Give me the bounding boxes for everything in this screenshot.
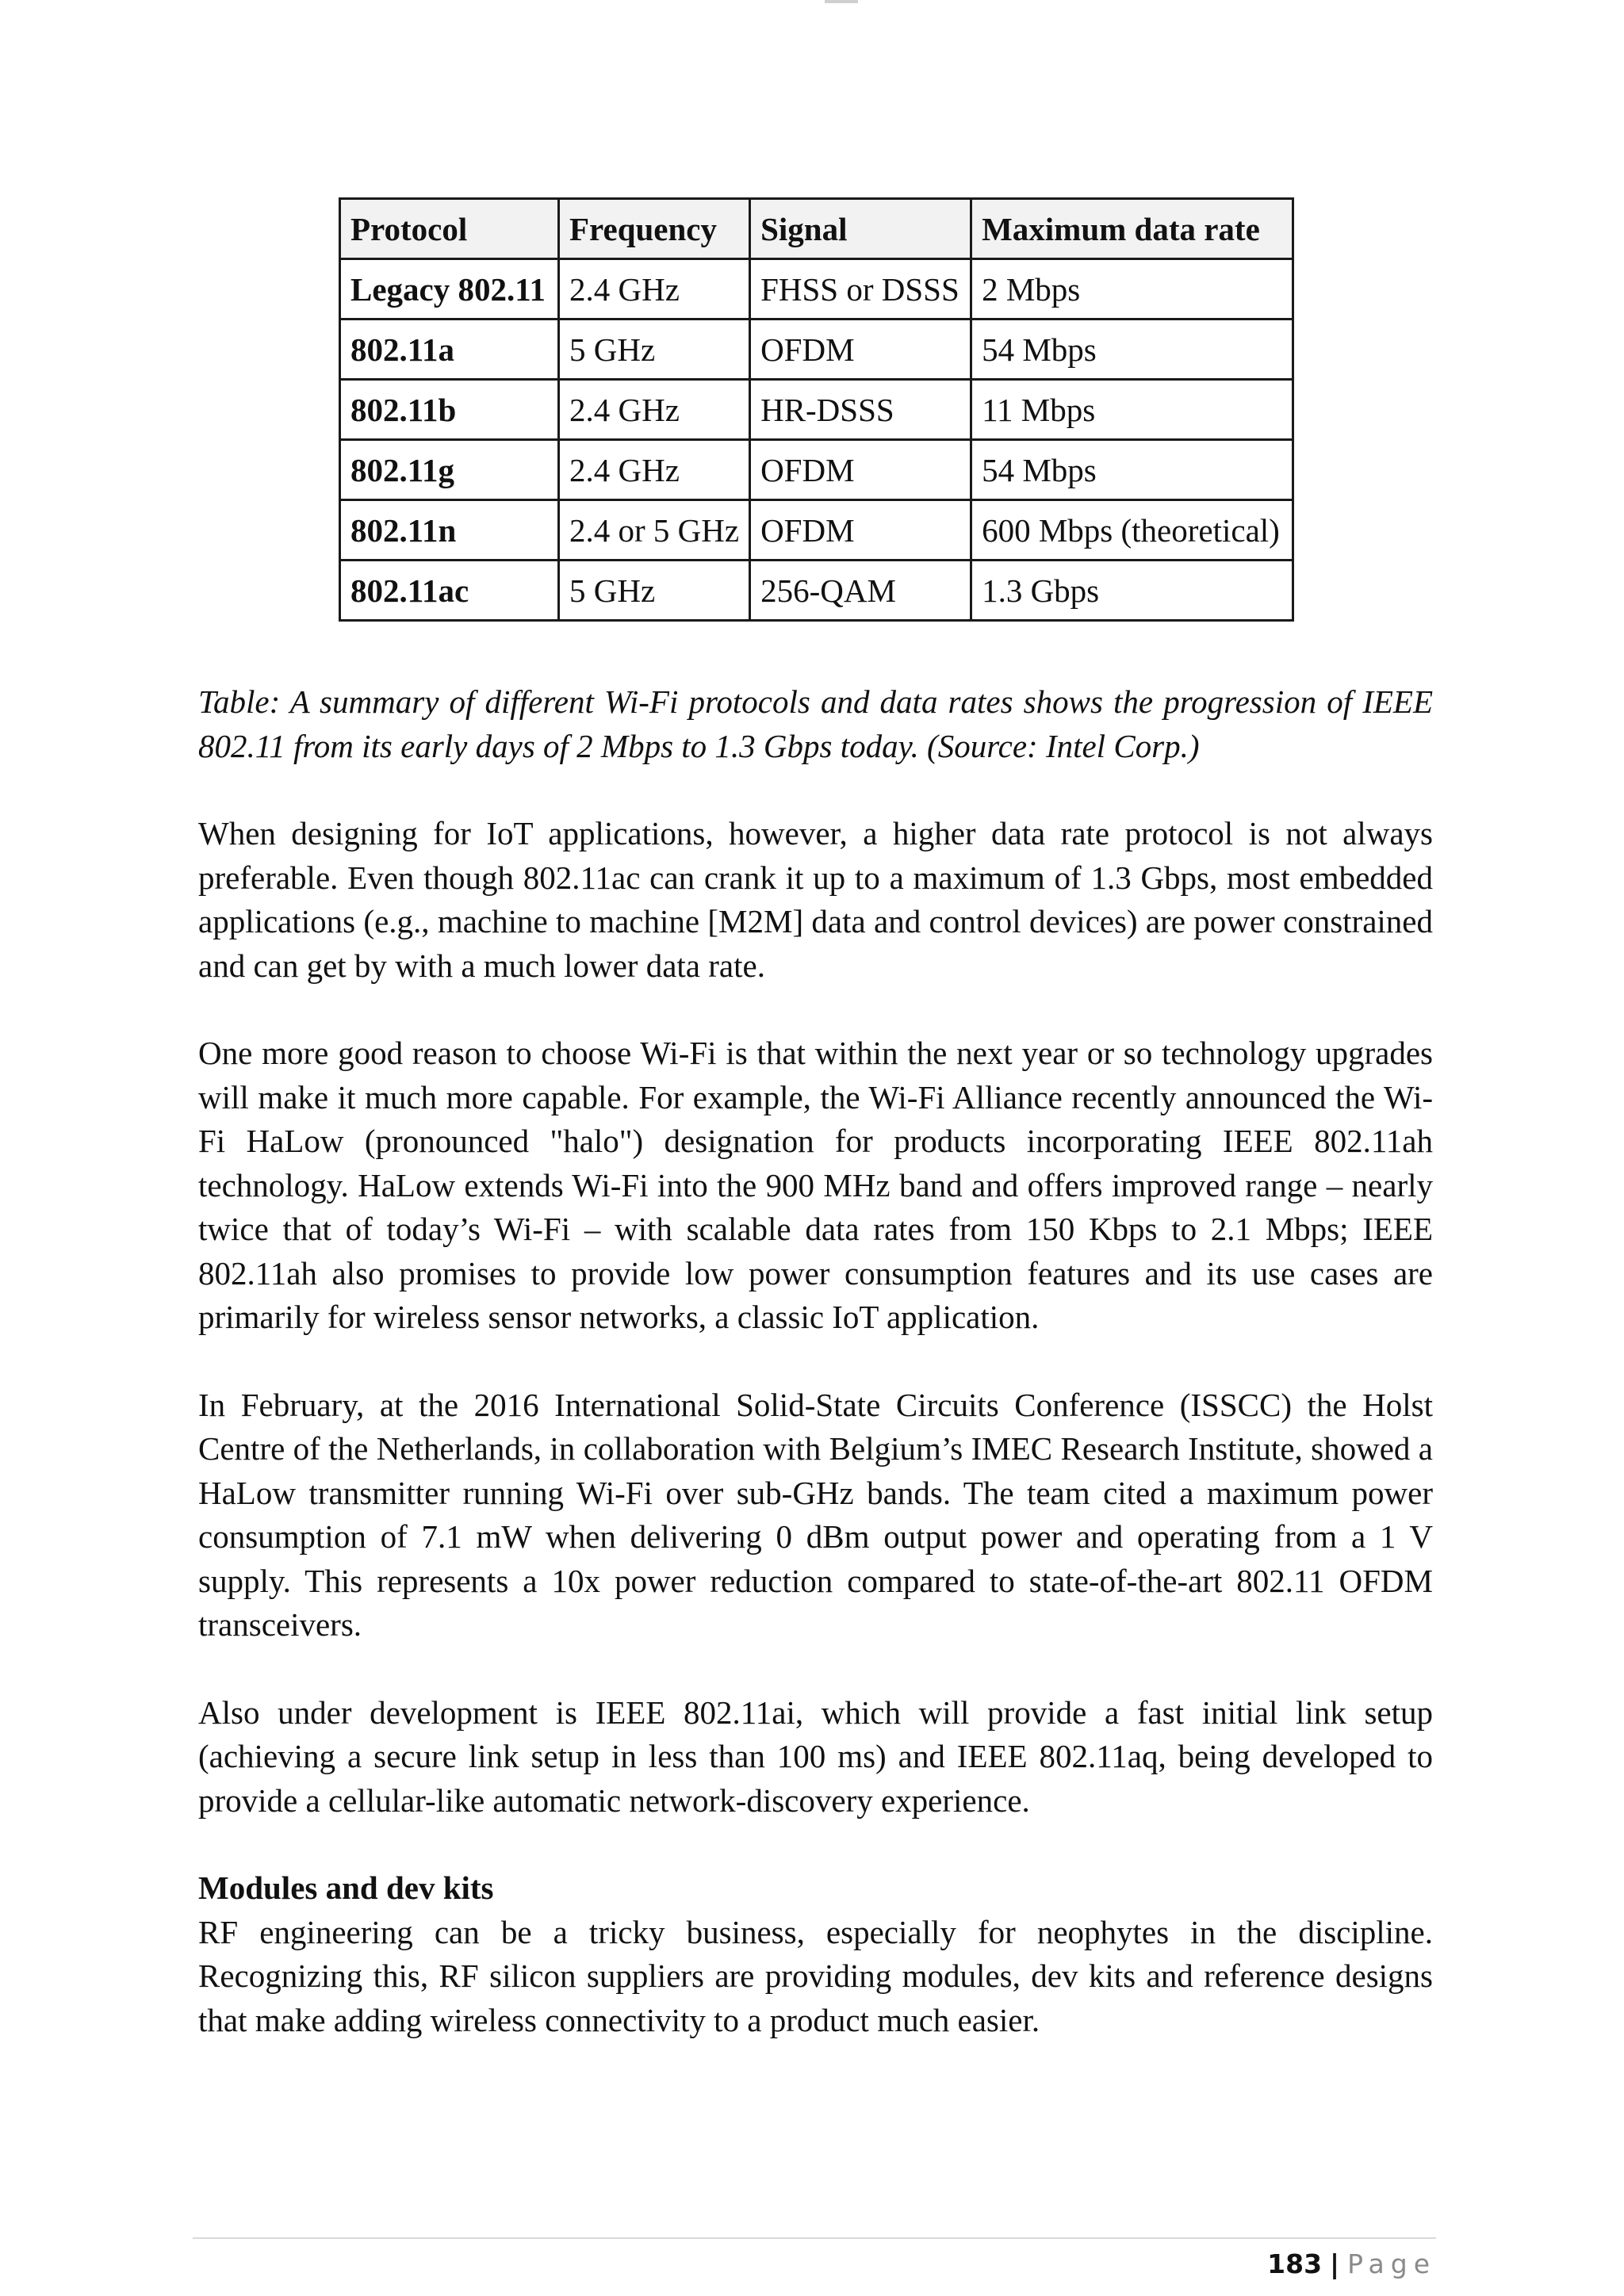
page-separator: | — [1330, 2248, 1340, 2279]
cell-signal: OFDM — [750, 320, 971, 380]
cell-protocol: 802.11g — [340, 440, 559, 500]
top-scan-mark — [825, 0, 858, 3]
table-row — [340, 259, 1293, 320]
cell-data-rate: 54 Mbps — [971, 440, 1293, 500]
cell-signal: OFDM — [750, 440, 971, 500]
cell-frequency: 5 GHz — [559, 320, 750, 380]
table-header-row — [340, 199, 1293, 259]
cell-protocol: 802.11a — [340, 320, 559, 380]
table-caption: Table: A summary of different Wi-Fi protocols and data rates shows the progression of IEEE 802.11 from its early days of 2 Mbps to 1.3 Gbps today. (Source: Intel Corp.) — [198, 683, 1433, 764]
paragraph-wifi-halow: One more good reason to choose Wi-Fi is that within the next year or so technology upgrades will make it much more capable. For example, the Wi-Fi Alliance recently announced the Wi-Fi HaLow (pronounced "halo") designation for products incorporating IEEE 802.11ah technology. HaLow extends Wi-Fi into the 900 MHz band and offers improved range – nearly twice that of today’s Wi-Fi – with scalable data rates from 150 Kbps to 2.1 Mbps; IEEE 802.11ah also promises to provide low power consumption features and its use cases are primarily for wireless sensor networks, a classic IoT application. — [198, 1035, 1433, 1335]
cell-frequency: 2.4 GHz — [559, 380, 750, 440]
wifi-protocol-table — [339, 197, 1294, 622]
cell-protocol: Legacy 802.11 — [340, 259, 559, 320]
cell-protocol: 802.11ac — [340, 561, 559, 621]
cell-signal: FHSS or DSSS — [750, 259, 971, 320]
section-paragraph: RF engineering can be a tricky business, especially for neophytes in the discipline. Recognizing this, RF silicon suppliers are providing modules, dev kits and reference designs that make adding wireless connectivity to a product much easier. — [198, 1913, 1433, 2038]
table-row — [340, 500, 1293, 561]
cell-data-rate: 54 Mbps — [971, 320, 1293, 380]
cell-signal: 256-QAM — [750, 561, 971, 621]
cell-frequency: 2.4 or 5 GHz — [559, 500, 750, 561]
table-row — [340, 561, 1293, 621]
table-row — [340, 320, 1293, 380]
cell-data-rate: 2 Mbps — [971, 259, 1293, 320]
header-max-data-rate: Maximum data rate — [971, 199, 1293, 259]
page-label: Page — [1347, 2248, 1436, 2279]
cell-protocol: 802.11n — [340, 500, 559, 561]
header-signal: Signal — [750, 199, 971, 259]
header-frequency: Frequency — [559, 199, 750, 259]
paragraph-80211ai-aq: Also under development is IEEE 802.11ai, which will provide a fast initial link setup (achieving a secure link setup in less than 100 ms) and IEEE 802.11aq, being developed to provide a cellular-like automatic network-discovery experience. — [198, 1693, 1433, 1819]
paragraph-isscc-2016: In February, at the 2016 International Solid-State Circuits Conference (ISSCC) the Holst Centre of the Netherlands, in collaboration with Belgium’s IMEC Research Institute, showed a HaLow transmitter running Wi-Fi over sub-GHz bands. The team cited a maximum power consumption of 7.1 mW when delivering 0 dBm output power and operating from a 1 V supply. This represents a 10x power reduction compared to state-of-the-art 802.11 OFDM transceivers. — [198, 1386, 1433, 1643]
section-heading: Modules and dev kits — [198, 1869, 494, 1906]
page-number: 183 — [1267, 2248, 1323, 2279]
cell-protocol: 802.11b — [340, 380, 559, 440]
header-protocol: Protocol — [340, 199, 559, 259]
footer-divider — [193, 2237, 1436, 2239]
table-row — [340, 440, 1293, 500]
cell-data-rate: 1.3 Gbps — [971, 561, 1293, 621]
cell-data-rate: 11 Mbps — [971, 380, 1293, 440]
paragraph-iot-data-rate: When designing for IoT applications, however, a higher data rate protocol is not always preferable. Even though 802.11ac can crank it up to a maximum of 1.3 Gbps, most embedded applications (e.g., machine to machine [M2M] data and control devices) are power constrained and can get by with a much lower data rate. — [198, 815, 1433, 984]
cell-frequency: 2.4 GHz — [559, 259, 750, 320]
cell-frequency: 5 GHz — [559, 561, 750, 621]
cell-data-rate: 600 Mbps (theoretical) — [971, 500, 1293, 561]
cell-signal: OFDM — [750, 500, 971, 561]
cell-signal: HR-DSSS — [750, 380, 971, 440]
body-content — [198, 680, 1433, 2086]
page-number-footer — [1267, 2245, 1436, 2283]
table-row — [340, 380, 1293, 440]
cell-frequency: 2.4 GHz — [559, 440, 750, 500]
